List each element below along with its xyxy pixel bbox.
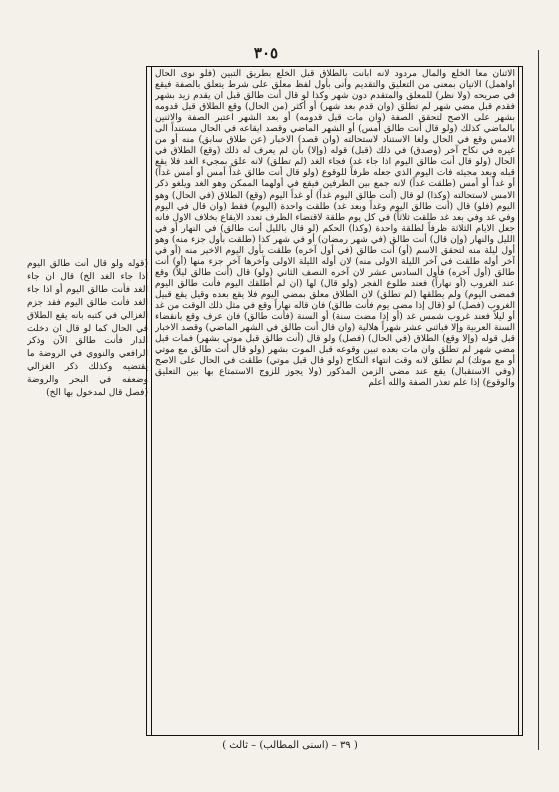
margin-commentary: (قوله ولو قال أنت طالق اليوم اذا جاء الغد الخ) قال ان جاء الغد فأنت طالق اليوم أو اذا جاء الغد فأنت طالق اليوم فقد جزم الغزالي في كتبه بانه يقع الطلاق في الحال كما لو قال ان دخلت الدار فأنت طالق الآن وذكر الرافعي والنووي في الروضة ما يقتضيه وكذلك ذكر الغزالي وضعفه في البحر والروضة (فصل قال لمدخول بها الخ) bbox=[27, 259, 148, 399]
page-footer: ( ٣٩ – (اسنى المطالب) – ثالث ) bbox=[222, 740, 358, 751]
main-text-body: الاثنان معاً الخلع والمال مردود لانه ابانت بالطلاق قبل الخلع بطريق التبين (فلو نوى الحال اواهمل) الاتيان بمعنى من التعليق والتقديم وأتى بأول لفظ معلق على شرط يتعلق بالصفة فيقع في صريحه (ولا نظر) للمعلق والمتقدم دون شهر وكذا لو قال أنت طالق قبل ان يقدم زيد بشهر فقدم قبل مضي شهر لم تطلق (وان قدم بعد شهر) أو أكثر (من الحال) وقع الطلاق قبل قدومه بشهر على الاصح لتحقق الصفة (وان مات قبل قدومه) أو بعد الشهر اعتبر الصفة والاثنين بالماضي كذلك (ولو قال أنت طالق أمس) أو الشهر الماضي وقصد ايقاعه في الحال مستنداً الى الامس وقع في الحال ولغا الاستناد لاستحالته (وان قصد) الاخبار (عن طلاق سابق) منه أو من غيره في نكاح آخر (وصدق) في ذلك (قبل) قوله (وإلا) بأن لم يعرف له ذلك (وقع) الطلاق في الحال (ولو قال أنت طالق اليوم اذا جاء غد) فجاء الغد (لم تطلق) لانه علق بمجيء الغد فلا يقع قبله وبعد مجيئه فات اليوم الذي جعله ظرفاً للوقوع (ولو قال أنت طالق غداً أمس أو أمس غداً) أو غداً أو أمس (طلقت غداً) لانه جمع بين الظرفين فيقع في أولهما الممكن وهو الغد ويلغو ذكر الامس لاستحالته (وكذا) لو قال (أنت طالق اليوم غداً) أو غداً اليوم (وقع) الطلاق (في الحال) وهو اليوم (فلو) قال (أنت طالق اليوم وغداً وبعد غد) طلقت واحدة (اليوم) فقط (وان قال في اليوم وفي غد وفي بعد غد طلقت ثلاثاً) في كل يوم طلقة لاقتضاء الظرف تعدد الايقاع بخلاف الاول فانه جعل الايام الثلاثة ظرفاً لطلقة واحدة (وكذا) الحكم (لو قال بالليل أنت طالق) في النهار أو في الليل والنهار (وإن قال) أنت طالق (في شهر رمضان) أو في شهر كذا (طلقت بأول جزء منه) وهو أول ليلة منه لتحقق الاسم (أو) أنت طالق (في أول آخره) طلقت بأول اليوم الاخير منه (أو في آخر أوله طلقت في آخر الليلة الاولى منه) لان أوله الليلة الاولى وآخرها آخر جزء منها (أو) أنت طالق (أول آخره) فأول السادس عشر لان آخره النصف الثاني (ولو) قال (أنت طالق ليلاً) وقع عند الغروب (أو نهاراً) فعند طلوع الفجر (ولو قال) لها (ان لم أطلقك اليوم فأنت طالق اليوم فمضى اليوم) ولم يطلقها (لم تطلق) لان الطلاق معلق بمضي اليوم فلا يقع بعده وقيل يقع قبيل الغروب (فصل) لو (قال إذا مضى يوم فأنت طالق) فان قاله نهاراً وقع في مثل ذلك الوقت من غد أو ليلاً فعند غروب شمس غد (أو إذا مضت سنة) أو السنة (فأنت طالق) فان عرف وقع بانقضاء السنة العربية وإلا فباثني عشر شهراً هلالية (وان قال أنت طالق في الشهر الماضي) وقصد الاخبار قبل قوله (وإلا وقع) الطلاق (في الحال) (فصل) ولو قال (أنت طالق قبل موتي بشهر) فمات قبل مضي شهر لم تطلق وان مات بعده تبين وقوعه قبل الموت بشهر (ولو قال أنت طالق مع موتي أو مع موتك) لم تطلق لانه وقت انتهاء النكاح (ولو قال قبل موتي) طلقت في الحال على الاصح (وفي الاستقبال) يقع عند مضي الزمن المذكور (ولا يجوز للزوج الاستمتاع بها بين التعليق والوقوع) إذا علم تعذر الصفة والله أعلم bbox=[155, 69, 515, 389]
page-number: ٣٠٥ bbox=[253, 44, 279, 62]
right-margin-rule bbox=[538, 50, 539, 750]
